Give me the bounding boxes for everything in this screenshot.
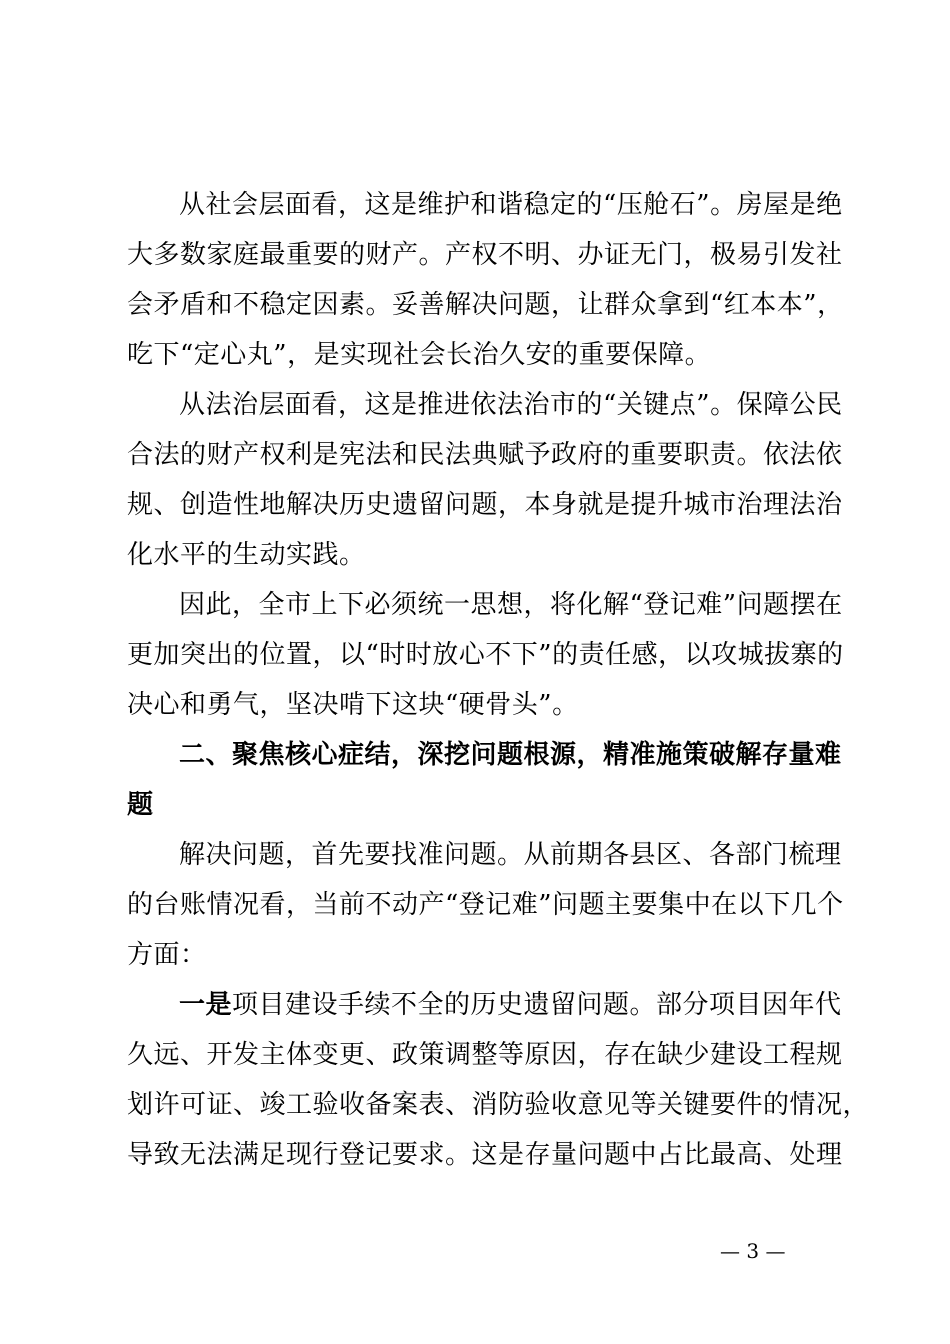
paragraph-legal-line-4: 化水平的生动实践。 xyxy=(127,540,366,570)
paragraph-intro-line-3: 方面： xyxy=(127,940,207,970)
paragraph-conclusion-line-2: 更加突出的位置，以“时时放心不下”的责任感，以攻城拔寨的 xyxy=(127,640,844,670)
paragraph-social-line-4: 吃下“定心丸”，是实现社会长治久安的重要保障。 xyxy=(127,340,712,370)
item-one-text: 项目建设手续不全的历史遗留问题。部分项目因年代 xyxy=(232,990,842,1020)
paragraph-item-one-line-3: 划许可证、竣工验收备案表、消防验收意见等关键要件的情况， xyxy=(127,1090,870,1120)
paragraph-item-one-line-1 xyxy=(179,980,842,1030)
item-lead: 一是 xyxy=(179,990,233,1020)
paragraph-legal-line-3: 规、创造性地解决历史遗留问题，本身就是提升城市治理法治 xyxy=(127,490,843,520)
paragraph-item-one-line-4: 导致无法满足现行登记要求。这是存量问题中占比最高、处理 xyxy=(127,1140,843,1170)
section-heading-line-1: 二、聚焦核心症结，深挖问题根源，精准施策破解存量难 xyxy=(179,740,842,770)
paragraph-social-line-3: 会矛盾和不稳定因素。妥善解决问题，让群众拿到“红本本”， xyxy=(127,290,844,320)
paragraph-social-line-2: 大多数家庭最重要的财产。产权不明、办证无门，极易引发社 xyxy=(127,240,843,270)
section-heading-line-2: 题 xyxy=(127,790,154,820)
paragraph-conclusion-line-3: 决心和勇气，坚决啃下这块“硬骨头”。 xyxy=(127,690,579,720)
page-number: — 3 — xyxy=(720,1239,786,1263)
paragraph-conclusion-line-1: 因此，全市上下必须统一思想，将化解“登记难”问题摆在 xyxy=(179,590,843,620)
paragraph-legal-line-1: 从法治层面看，这是推进依法治市的“关键点”。保障公民 xyxy=(179,390,843,420)
paragraph-legal-line-2: 合法的财产权利是宪法和民法典赋予政府的重要职责。依法依 xyxy=(127,440,843,470)
paragraph-intro-line-1: 解决问题，首先要找准问题。从前期各县区、各部门梳理 xyxy=(179,840,842,870)
paragraph-item-one-line-2: 久远、开发主体变更、政策调整等原因，存在缺少建设工程规 xyxy=(127,1040,843,1070)
paragraph-intro-line-2: 的台账情况看，当前不动产“登记难”问题主要集中在以下几个 xyxy=(127,890,844,920)
paragraph-social-line-1: 从社会层面看，这是维护和谐稳定的“压舱石”。房屋是绝 xyxy=(179,190,843,220)
